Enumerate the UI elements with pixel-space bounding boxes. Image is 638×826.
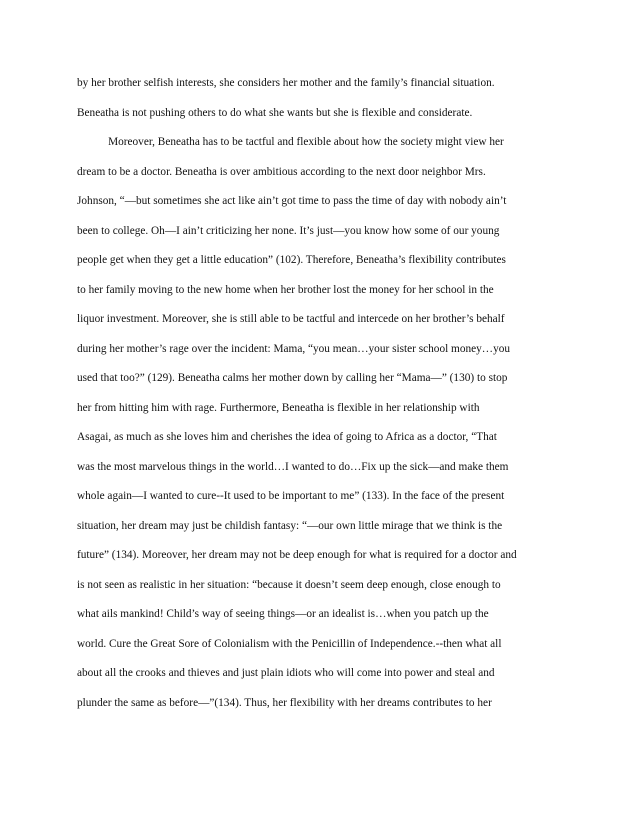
text-line: liquor investment. Moreover, she is still able to be tactful and intercede on her brother’s behalf — [77, 313, 505, 325]
text-line: people get when they get a little education” (102). Therefore, Beneatha’s flexibility contributes — [77, 254, 506, 266]
text-line: was the most marvelous things in the world…I wanted to do…Fix up the sick—and make them — [77, 460, 509, 473]
text-line: Moreover, Beneatha has to be tactful and flexible about how the society might view her — [77, 136, 504, 148]
text-line: Johnson, “—but sometimes she act like ain’t got time to pass the time of day with nobody ain’t — [77, 195, 507, 207]
text-line: world. Cure the Great Sore of Colonialism with the Penicillin of Independence.--then what all — [77, 637, 502, 650]
text-line: situation, her dream may just be childish fantasy: “—our own little mirage that we think is the — [77, 519, 503, 532]
text-line: whole again—I wanted to cure--It used to be important to me” (133). In the face of the present — [77, 490, 505, 502]
text-line: about all the crooks and thieves and just plain idiots who will come into power and steal and — [77, 667, 495, 679]
text-line: plunder the same as before—”(134). Thus, her flexibility with her dreams contributes to her — [77, 696, 492, 709]
text-line: by her brother selfish interests, she considers her mother and the family’s financial situation. — [77, 77, 495, 89]
text-line: Beneatha is not pushing others to do what she wants but she is flexible and considerate. — [77, 106, 473, 119]
text-line: during her mother’s rage over the incident: Mama, “you mean…your sister school money…you — [77, 342, 511, 355]
text-line: been to college. Oh—I ain’t criticizing her none. It’s just—you know how some of our young — [77, 224, 500, 237]
text-line: is not seen as realistic in her situation: “because it doesn’t seem deep enough, close enough to — [77, 578, 501, 591]
text-line: her from hitting him with rage. Furthermore, Beneatha is flexible in her relationship with — [77, 401, 480, 414]
text-line: what ails mankind! Child’s way of seeing things—or an idealist is…when you patch up the — [77, 608, 489, 620]
text-line: Asagai, as much as she loves him and cherishes the idea of going to Africa as a doctor, “That — [77, 431, 497, 443]
text-line: dream to be a doctor. Beneatha is over ambitious according to the next door neighbor Mrs. — [77, 165, 486, 178]
text-line: future” (134). Moreover, her dream may not be deep enough for what is required for a doctor and — [77, 549, 517, 561]
text-line: to her family moving to the new home when her brother lost the money for her school in the — [77, 283, 494, 296]
body-text — [77, 69, 577, 718]
text-line: used that too?” (129). Beneatha calms her mother down by calling her “Mama—” (130) to stop — [77, 372, 508, 384]
